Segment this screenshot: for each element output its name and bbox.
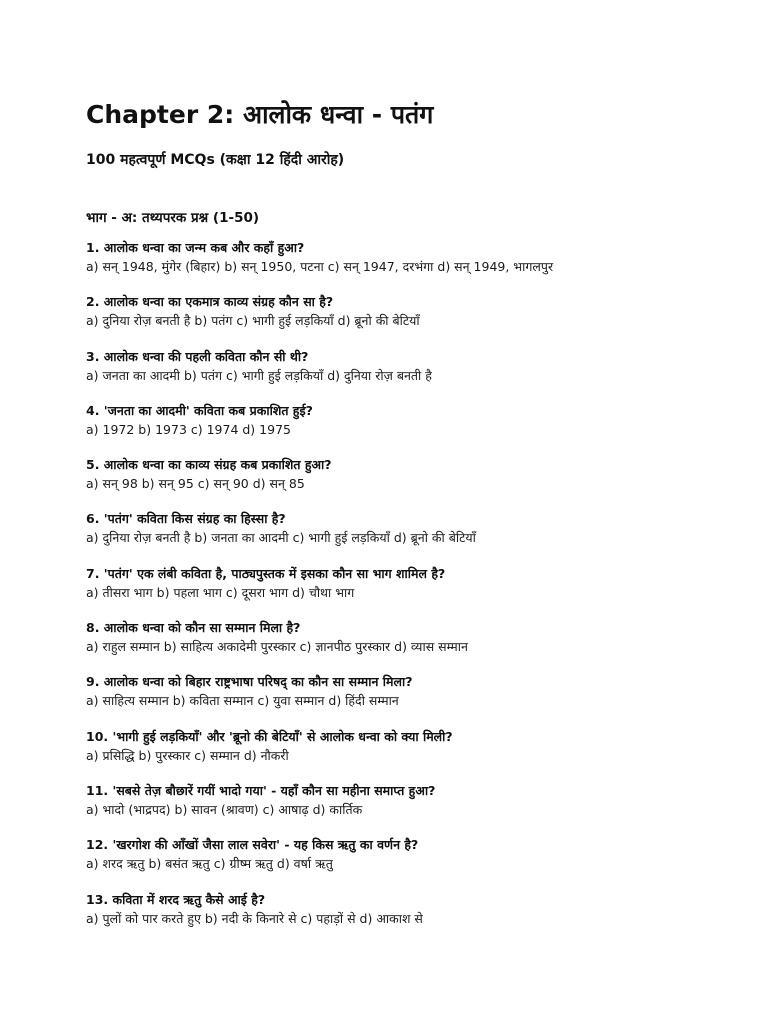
answer-options: a) प्रसिद्धि b) पुरस्कार c) सम्मान d) नौकरी	[86, 747, 289, 763]
question-text: 10. 'भागी हुई लड़कियाँ' और 'ब्रूनो की बेटियाँ' से आलोक धन्वा को क्या मिली?	[86, 728, 453, 744]
question-item	[86, 455, 728, 509]
question-item	[86, 727, 728, 781]
question-item	[86, 238, 728, 292]
question-item	[86, 564, 728, 618]
question-text: 12. 'खरगोश की आँखों जैसा लाल सवेरा' - यह किस ऋतु का वर्णन है?	[86, 837, 419, 853]
question-item	[86, 618, 728, 672]
question-item	[86, 292, 728, 346]
document-subtitle: 100 महत्वपूर्ण MCQs (कक्षा 12 हिंदी आरोह)	[86, 152, 345, 168]
question-text: 6. 'पतंग' कविता किस संग्रह का हिस्सा है?	[86, 511, 286, 527]
question-list	[86, 238, 728, 944]
question-item	[86, 781, 728, 835]
answer-options: a) साहित्य सम्मान b) कविता सम्मान c) युवा सम्मान d) हिंदी सम्मान	[86, 693, 399, 709]
question-item	[86, 401, 728, 455]
answer-options: a) भादो (भाद्रपद) b) सावन (श्रावण) c) आषाढ़ d) कार्तिक	[86, 801, 363, 817]
question-text: 8. आलोक धन्वा को कौन सा सम्मान मिला है?	[86, 620, 301, 636]
question-item	[86, 835, 728, 889]
question-item	[86, 672, 728, 726]
question-text: 2. आलोक धन्वा का एकमात्र काव्य संग्रह कौन सा है?	[86, 294, 334, 310]
answer-options: a) सन् 98 b) सन् 95 c) सन् 90 d) सन् 85	[86, 476, 305, 492]
question-text: 5. आलोक धन्वा का काव्य संग्रह कब प्रकाशित हुआ?	[86, 457, 332, 473]
answer-options: a) दुनिया रोज़ बनती है b) पतंग c) भागी हुई लड़कियाँ d) ब्रूनो की बेटियाँ	[86, 313, 420, 329]
answer-options: a) 1972 b) 1973 c) 1974 d) 1975	[86, 421, 291, 437]
question-text: 4. 'जनता का आदमी' कविता कब प्रकाशित हुई?	[86, 402, 313, 418]
answer-options: a) राहुल सम्मान b) साहित्य अकादेमी पुरस्कार c) ज्ञानपीठ पुरस्कार d) व्यास सम्मान	[86, 639, 468, 655]
question-text: 11. 'सबसे तेज़ बौछारें गयीं भादो गया' - यहाँ कौन सा महीना समाप्त हुआ?	[86, 782, 436, 798]
answer-options: a) पुलों को पार करते हुए b) नदी के किनारे से c) पहाड़ों से d) आकाश से	[86, 910, 423, 926]
section-heading: भाग - अ: तथ्यपरक प्रश्न (1-50)	[86, 210, 260, 226]
document-title: Chapter 2: आलोक धन्वा - पतंग	[86, 100, 434, 129]
question-text: 3. आलोक धन्वा की पहली कविता कौन सी थी?	[86, 348, 309, 364]
question-text: 13. कविता में शरद ऋतु कैसे आई है?	[86, 891, 266, 907]
question-text: 9. आलोक धन्वा को बिहार राष्ट्रभाषा परिषद् का कौन सा सम्मान मिला?	[86, 674, 413, 690]
answer-options: a) दुनिया रोज़ बनती है b) जनता का आदमी c) भागी हुई लड़कियाँ d) ब्रूनो की बेटियाँ	[86, 530, 476, 546]
answer-options: a) सन् 1948, मुंगेर (बिहार) b) सन् 1950, पटना c) सन् 1947, दरभंगा d) सन् 1949, भागलपुर	[86, 259, 554, 274]
question-item	[86, 890, 728, 944]
answer-options: a) तीसरा भाग b) पहला भाग c) दूसरा भाग d) चौथा भाग	[86, 584, 355, 600]
question-item	[86, 509, 728, 563]
question-text: 7. 'पतंग' एक लंबी कविता है, पाठ्यपुस्तक में इसका कौन सा भाग शामिल है?	[86, 565, 446, 581]
answer-options: a) जनता का आदमी b) पतंग c) भागी हुई लड़कियाँ d) दुनिया रोज़ बनती है	[86, 367, 432, 383]
question-text: 1. आलोक धन्वा का जन्म कब और कहाँ हुआ?	[86, 240, 305, 255]
question-item	[86, 347, 728, 401]
answer-options: a) शरद ऋतु b) बसंत ऋतु c) ग्रीष्म ऋतु d) वर्षा ऋतु	[86, 856, 333, 872]
